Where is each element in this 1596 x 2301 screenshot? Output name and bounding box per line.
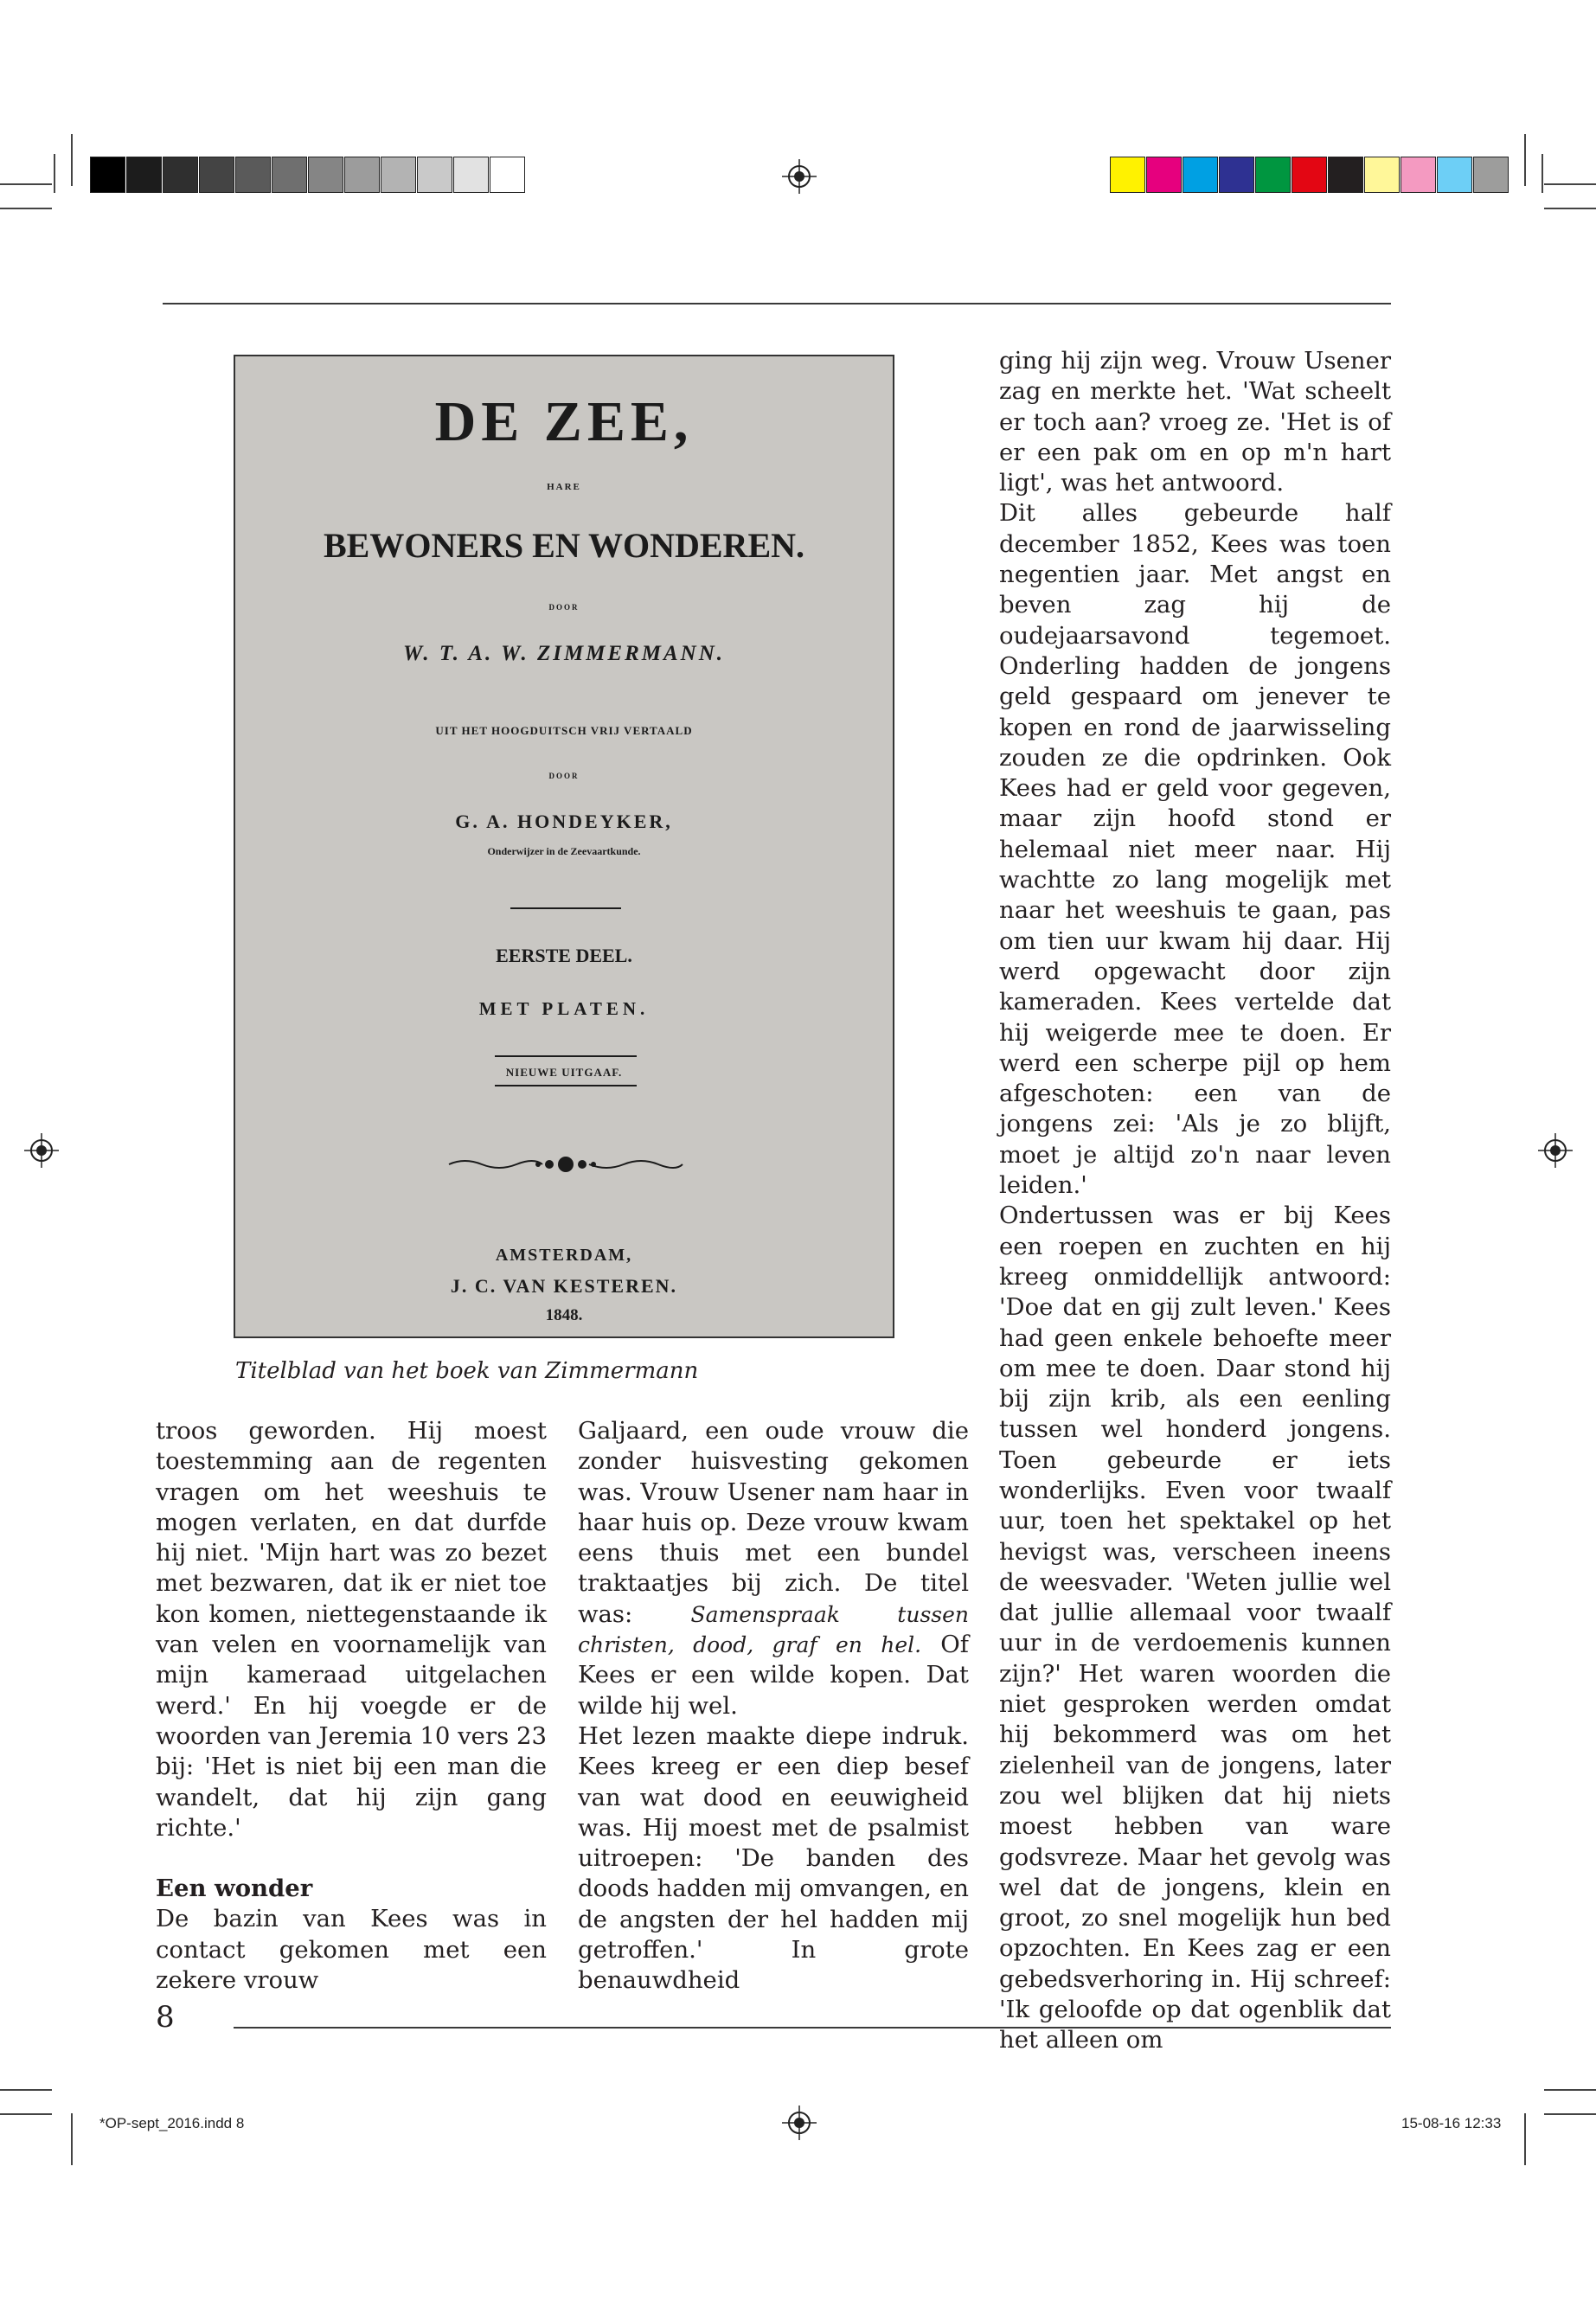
gray-swatch (199, 157, 234, 193)
paragraph: Het lezen maakte diepe indruk. Kees kreeg er een diep besef van wat dood en eeuwigheid was. Hij moest met de psalmist uitroepen: 'De banden des doods hadden mij omvangen, en de angsten der hel hadden mij getroffen.' In grote benauwdheid (578, 1721, 969, 1995)
crop-mark (1544, 183, 1596, 185)
crop-mark (71, 2113, 73, 2165)
tract-title: Samenspraak tussen christen, dood, graf en hel. (578, 1601, 969, 1658)
figure-caption: Titelblad van het boek van Zimmermann (235, 1358, 699, 1384)
paragraph: Dit alles gebeurde half december 1852, Kees was toen negentien jaar. Met angst en beven zag hij de oudejaarsavond tegemoet. Onderling hadden de jongens geld gespaard om jenever te kopen en rond de jaarwisseling zouden ze die opdrinken. Ook Kees had er geld voor gegeven, maar zijn hoofd stond er helemaal niet meer naar. Hij wachtte zo lang mogelijk met naar het weeshuis te gaan, pas om tien uur kwam hij daar. Hij werd opgewacht door zijn kameraden. Kees vertelde dat hij weigerde mee te doen. Er werd een scherpe pijl op hem afgeschoten: een van de jongens zei: 'Als je zo blijft, moet je altijd zo'n naar leven leiden.' (999, 499, 1391, 1200)
figure-edition-rule-bottom (495, 1085, 637, 1086)
figure-translated: UIT HET HOOGDUITSCH VRIJ VERTAALD (435, 724, 693, 737)
paragraph: De bazin van Kees was in contact gekomen met een zekere vrouw (156, 1905, 547, 1995)
page-number: 8 (156, 2000, 175, 2035)
slug-timestamp: 15-08-16 12:33 (1401, 2115, 1502, 2131)
crop-mark (1524, 134, 1526, 186)
crop-mark (54, 154, 55, 193)
figure-hare: HARE (547, 482, 581, 492)
registration-mark-icon (24, 1133, 59, 1168)
gray-swatch (490, 157, 525, 193)
figure-platen: MET PLATEN. (478, 998, 650, 1019)
paragraph (578, 1416, 969, 1721)
figure-year: 1848. (545, 1306, 583, 1324)
ornament-icon (447, 1152, 684, 1176)
color-swatch (1292, 157, 1327, 193)
figure-author: W. T. A. W. ZIMMERMANN. (402, 642, 726, 665)
crop-mark (0, 208, 52, 209)
figure-translator-role: Onderwijzer in de Zeevaartkunde. (487, 845, 641, 857)
color-swatch (1328, 157, 1363, 193)
slug-filename: *OP-sept_2016.indd 8 (99, 2115, 245, 2131)
color-swatch (1110, 157, 1145, 193)
crop-mark (1524, 2113, 1526, 2165)
figure-edition: NIEUWE UITGAAF. (505, 1066, 623, 1079)
header-rule (163, 303, 1391, 304)
paragraph-spacer (156, 1843, 547, 1874)
figure-subtitle: BEWONERS EN WONDEREN. (323, 526, 805, 565)
gray-swatch (381, 157, 416, 193)
figure-title: DE ZEE, (434, 390, 694, 453)
gray-swatch (90, 157, 125, 193)
crop-mark (1544, 208, 1596, 209)
crop-mark (1544, 2113, 1596, 2115)
paragraph: ging hij zijn weg. Vrouw Usener zag en merkte het. 'Wat scheelt er toch aan? vroeg ze. 'Het is of er een pak om en op m'n hart ligt', was het antwoord. (999, 347, 1391, 497)
section-heading: Een wonder (156, 1875, 313, 1903)
gray-swatch (308, 157, 343, 193)
crop-mark (71, 134, 73, 186)
color-swatch (1437, 157, 1472, 193)
gray-swatch (272, 157, 307, 193)
column-middle (578, 1416, 969, 1997)
title-page-image (234, 355, 894, 1338)
gray-swatch (163, 157, 198, 193)
figure-edition-rule-top (495, 1055, 637, 1057)
figure-divider (510, 907, 621, 909)
color-swatch (1364, 157, 1400, 193)
column-right (999, 346, 1391, 2056)
gray-swatch (417, 157, 452, 193)
color-swatch (1146, 157, 1182, 193)
figure-publisher: J. C. VAN KESTEREN. (450, 1275, 678, 1297)
text: Galjaard, een oude vrouw die zonder huisvesting gekomen was. Vrouw Usener nam haar in haar huis op. Deze vrouw kwam eens thuis met een bundel traktaatjes bij zich. De titel was: (578, 1417, 969, 1628)
crop-mark (0, 2089, 52, 2091)
text: Of Kees er een wilde kopen. Dat wilde hij wel. (578, 1631, 969, 1720)
paragraph: Ondertussen was er bij Kees een roepen en zuchten en hij kreeg onmiddellijk antwoord: 'Doe dat en gij zult leven.' Kees had geen enkele behoefte meer om mee te doen. Daar stond hij bij zijn krib, als een eenling tussen wel honderd jongens. Toen gebeurde er iets wonderlijks. Even voor twaalf uur, toen het spektakel op het hevigst was, verscheen ineens de weesvader. 'Weten jullie wel dat jullie allemaal voor twaalf uur in de verdoemenis kunnen zijn?' Het waren woorden die niet gesproken werden omdat hij bekommerd was om het zielenheil van de jongens, later zou wel blijken dat hij niets moest hebben van ware godsvreze. Maar het gevolg was wel dat de jongens, klein en groot, zo snel mogelijk hun bed opzochten. En Kees zag er een gebedsverhoring in. Hij schreef: 'Ik geloofde op dat ogenblik dat het alleen om (999, 1202, 1391, 2054)
figure-translator: G. A. HONDEYKER, (455, 811, 673, 832)
gray-swatch (344, 157, 380, 193)
registration-mark-icon (782, 159, 817, 194)
crop-mark (0, 183, 52, 185)
gray-swatch (126, 157, 162, 193)
color-swatch (1219, 157, 1254, 193)
color-swatch (1401, 157, 1436, 193)
crop-mark (0, 2113, 52, 2115)
figure-door-2: DOOR (548, 772, 580, 780)
crop-mark (1544, 2089, 1596, 2091)
gray-swatch (453, 157, 489, 193)
figure-city: AMSTERDAM, (495, 1246, 633, 1265)
figure-deel: EERSTE DEEL. (496, 945, 632, 966)
paragraph: troos geworden. Hij moest toestemming aan de regenten vragen om het weeshuis te mogen verlaten, en dat durfde hij niet. 'Mijn hart was zo bezet met bezwaren, dat ik er niet toe kon komen, niettegenstaande ik van velen en voornamelijk van mijn kameraad uitgelachen werd.' En hij voegde er de woorden van Jeremia 10 vers 23 bij: 'Het is niet bij een man die wandelt, dat hij zijn gang richte.' (156, 1417, 547, 1842)
color-swatch (1255, 157, 1291, 193)
registration-mark-icon (782, 2106, 817, 2140)
column-left (156, 1416, 547, 1996)
figure-door: DOOR (548, 603, 580, 612)
gray-swatch (235, 157, 271, 193)
crop-mark (1542, 154, 1543, 193)
color-swatch (1183, 157, 1218, 193)
color-swatch (1473, 157, 1509, 193)
registration-mark-icon (1538, 1133, 1573, 1168)
